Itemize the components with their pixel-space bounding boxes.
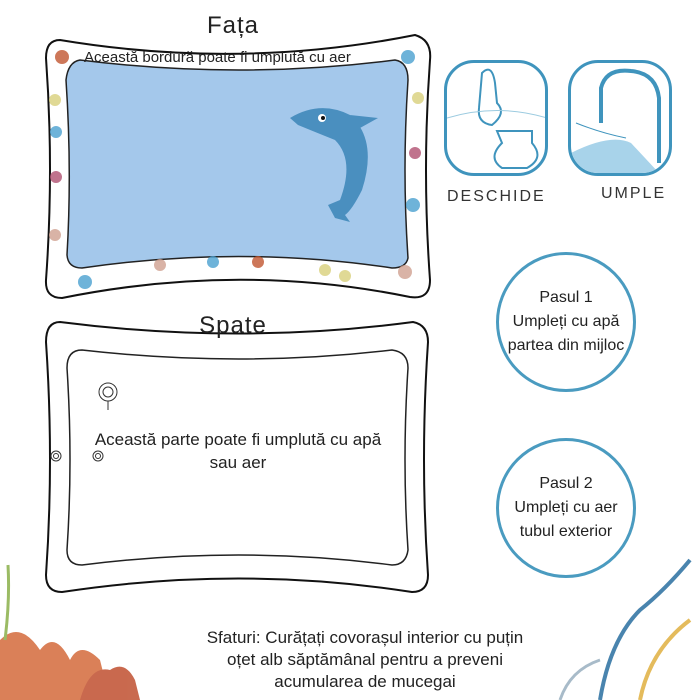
step-1-title: Pasul 1: [539, 289, 593, 306]
back-title: Spate: [199, 312, 267, 339]
back-note: Această parte poate fi umplută cu apă sau aer: [94, 430, 382, 472]
step-1-line-1: Umpleți cu apă: [512, 313, 620, 330]
step-2-line-1: Umpleți cu aer: [514, 499, 618, 516]
front-title: Fața: [206, 12, 260, 39]
step-1-line-2: partea din mijloc: [507, 337, 625, 354]
step-2-line-2: tubul exterior: [519, 523, 613, 540]
step-2-title: Pasul 2: [539, 475, 593, 492]
tips-line-2: oțet alb săptămânal pentru a preveni: [227, 650, 503, 669]
valve-open-icon: [444, 60, 548, 176]
faucet-fill-icon: [568, 60, 672, 176]
step-1-circle: [496, 252, 636, 392]
step-icon-label-open: DESCHIDE: [447, 188, 546, 205]
tips-line-3: acumularea de mucegai: [274, 672, 456, 691]
front-note: Această bordură poate fi umplută cu aer: [84, 49, 351, 66]
tips-line-1: Sfaturi: Curățați covorașul interior cu puțin: [206, 628, 524, 647]
step-2-circle: [496, 438, 636, 578]
tips-text: [100, 627, 630, 693]
step-icon-label-fill: UMPLE: [601, 185, 667, 202]
